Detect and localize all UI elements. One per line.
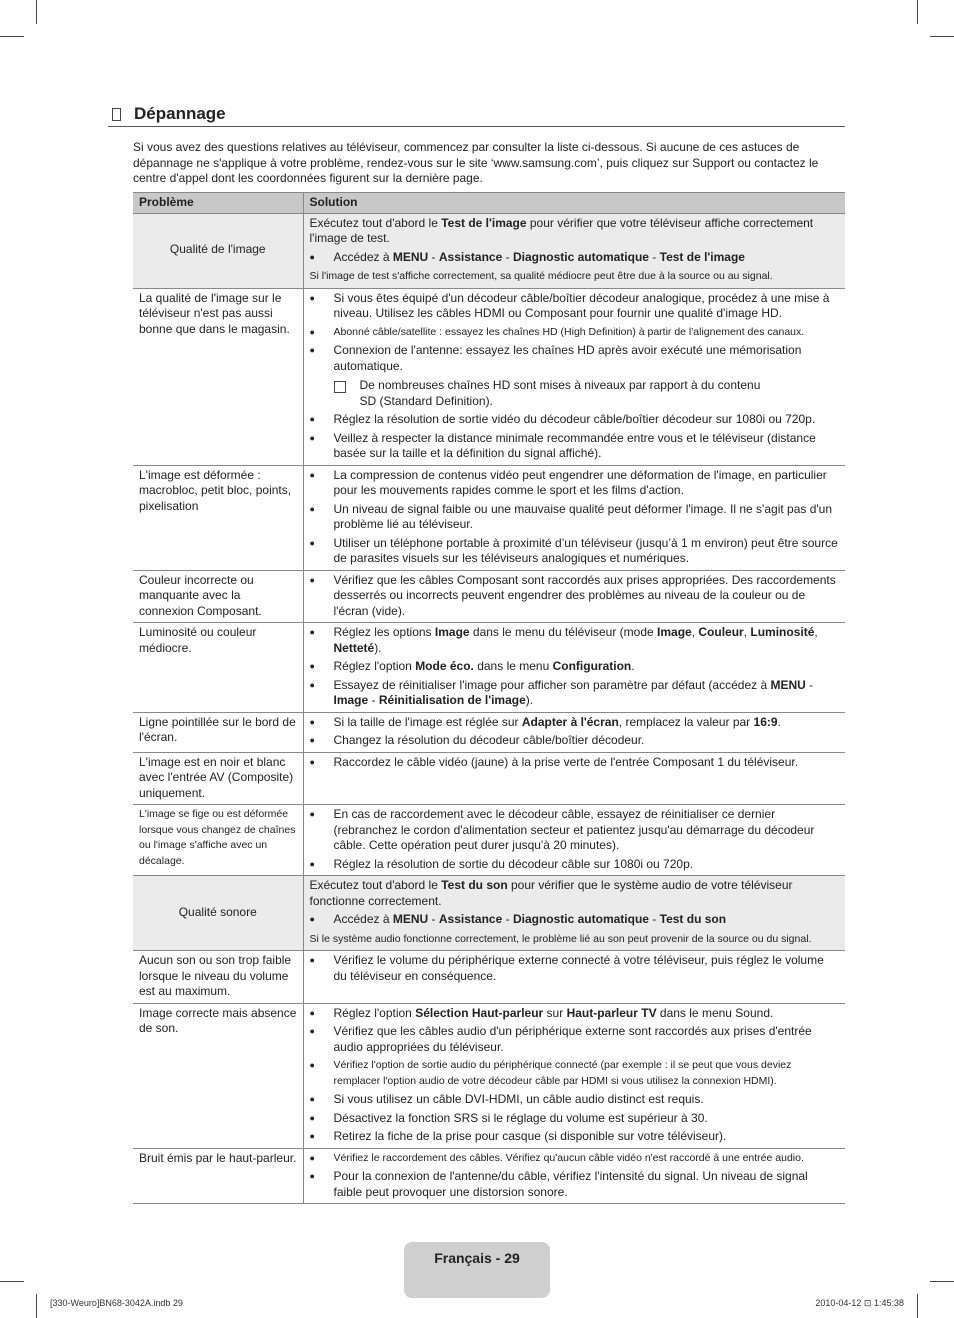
bullet-item: ● Abonné câble/satellite : essayez les chaînes HD (High Definition) à partir de l'alignement des canaux. [310, 325, 840, 341]
crop-mark [0, 1281, 24, 1282]
bullet-icon: ● [309, 414, 315, 424]
bullet-item: ● Réglez la résolution de sortie du décodeur câble sur 1080i ou 720p. [309, 856, 694, 871]
solution-cell [303, 1003, 845, 1148]
table-row [133, 876, 845, 951]
problem-cell: Qualité sonore [133, 876, 303, 951]
bullet-item: ● La compression de contenus vidéo peut engendrer une déformation de l'image, en particulier pour les mouvements rapides comme le sport et les films d'action. [309, 467, 827, 497]
problem-cell: Luminosité ou couleur médiocre. [133, 623, 303, 713]
problem-cell: L'image est déformée : macrobloc, petit bloc, points, pixelisation [133, 465, 303, 570]
bullet-item: ● Réglez les options Image dans le menu du téléviseur (mode Image, Couleur, Luminosité, Netteté). [309, 625, 818, 655]
page-number-tab: Français - 29 [404, 1242, 550, 1298]
bullet-item: ● Réglez l'option Mode éco. dans le menu Configuration. [309, 659, 635, 673]
table-row [133, 288, 845, 465]
problem-cell: L'image se fige ou est déformée lorsque vous changez de chaînes ou l'image s'affiche avec un décalage. [133, 805, 303, 876]
bullet-item: ● Essayez de réinitialiser l'image pour afficher son paramètre par défaut (accédez à MENU - Image - Réinitialisation de l'image). [309, 677, 814, 707]
problem-cell: La qualité de l'image sur le téléviseur n'est pas aussi bonne que dans le magasin. [133, 288, 303, 465]
table-row [133, 570, 845, 623]
solution-cell: Exécutez tout d'abord le Test du son pour vérifier que le système audio de votre téléviseur fonctionne correctement. ● Accédez à MENU - Assistance - Diagnostic automatique - Test du son Si le système audio fonctionne correctement, le problème lié au son peut provenir de la source ou du signal. [303, 876, 845, 951]
solution-cell [303, 623, 845, 713]
bullet-icon: ● [309, 735, 315, 745]
bullet-item: ● Accédez à MENU - Assistance - Diagnostic automatique - Test de l'image [309, 249, 745, 264]
bullet-item: ● Si la taille de l'image est réglée sur Adapter à l'écran, remplacez la valeur par 16:9. [309, 714, 781, 729]
solution-cell: Exécutez tout d'abord le Test de l'image pour vérifier que votre téléviseur affiche correctement l'image de test. ● Accédez à MENU - Assistance - Diagnostic automatique - Test de l'image Si l'image de test s'affiche correctement, sa qualité médiocre peut être due à la source ou au signal. [303, 213, 845, 288]
bullet-item: ● Un niveau de signal faible ou une mauvaise qualité peut déformer l'image. Il ne s'agit pas d'un problème lié au téléviseur. [309, 501, 833, 531]
table-row [133, 752, 845, 805]
column-header-solution: Solution [303, 193, 845, 214]
table-row [133, 465, 845, 570]
crop-mark [0, 36, 24, 37]
troubleshooting-table [133, 192, 845, 1204]
bullet-icon: ● [309, 1131, 315, 1141]
note-icon [334, 381, 346, 393]
solution-cell [303, 712, 845, 752]
bullet-icon: ● [309, 627, 315, 637]
bullet-icon: ● [309, 1060, 315, 1070]
bullet-icon: ● [309, 809, 315, 819]
section-square-icon [112, 108, 121, 121]
bullet-icon: ● [309, 858, 315, 869]
bullet-item: ● Connexion de l'antenne: essayez les chaînes HD après avoir exécuté une mémorisation automatique. [309, 343, 802, 373]
crop-mark [917, 1294, 918, 1318]
bullet-item: ● Changez la résolution du décodeur câble/boîtier décodeur. [309, 733, 645, 747]
bullet-item: ● Réglez l'option Sélection Haut-parleur sur Haut-parleur TV dans le menu Sound. [309, 1005, 774, 1020]
bullet-item: ● Si vous êtes équipé d'un décodeur câble/boîtier décodeur analogique, procédez à une mise à niveau. Utilisez les câbles HDMI ou Composant pour fournir une qualité d'image HD. [309, 290, 830, 320]
bullet-item: ● Accédez à MENU - Assistance - Diagnostic automatique - Test du son [309, 912, 727, 926]
bullet-icon: ● [309, 345, 315, 355]
bullet-icon: ● [309, 326, 315, 337]
crop-mark [36, 1294, 37, 1318]
note-item: De nombreuses chaînes HD sont mises à niveaux par rapport à du contenu SD (Standard Definition). [334, 378, 840, 409]
table-row [133, 805, 845, 876]
bullet-item: ● Vérifiez le raccordement des câbles. Vérifiez qu'aucun câble vidéo n'est raccordé à une entrée audio. [310, 1151, 840, 1167]
bullet-item: ● Vérifiez que les câbles Composant sont raccordés aux prises appropriées. Des raccordements desserrés ou incorrects peuvent engendrer des problèmes au niveau de la couleur ou de l'écran (vide). [309, 572, 836, 618]
bullet-icon: ● [309, 1152, 315, 1163]
bullet-item: ● Vérifiez l'option de sortie audio du périphérique connecté (par exemple : il se peut que vous deviez remplacer l'option audio de votre décodeur câble par HDMI si vous utilisez la connexion HDMI). [310, 1058, 840, 1089]
bullet-icon: ● [309, 292, 315, 303]
bullet-item: ● Vérifiez le volume du périphérique externe connecté à votre téléviseur, puis réglez le volume du téléviseur en conséquence. [309, 953, 824, 983]
bullet-item: ● Réglez la résolution de sortie vidéo du décodeur câble/boîtier décodeur sur 1080i ou 720p. [309, 412, 816, 426]
bullet-icon: ● [309, 1094, 315, 1104]
problem-cell: Bruit émis par le haut-parleur. [133, 1148, 303, 1204]
table-row [133, 712, 845, 752]
table-row [133, 951, 845, 1004]
bullet-icon: ● [309, 537, 315, 548]
bullet-icon: ● [309, 1007, 315, 1018]
solution-cell [303, 288, 845, 465]
table-row [133, 1003, 845, 1148]
solution-cell [303, 465, 845, 570]
file-info: [330-Weuro]BN68-3042A.indb 29 [50, 1298, 183, 1308]
bullet-item: ● Raccordez le câble vidéo (jaune) à la prise verte de l'entrée Composant 1 du téléviseur. [309, 754, 799, 769]
bullet-item: ● Pour la connexion de l'antenne/du câble, vérifiez l'intensité du signal. Un niveau de signal faible peut provoquer une distorsion sonore. [309, 1169, 808, 1199]
bullet-icon: ● [309, 469, 315, 480]
section-heading [108, 104, 845, 127]
bullet-icon: ● [309, 574, 315, 585]
problem-cell: Couleur incorrecte ou manquante avec la connexion Composant. [133, 570, 303, 623]
problem-cell: L'image est en noir et blanc avec l'entrée AV (Composite) uniquement. [133, 752, 303, 805]
bullet-icon: ● [309, 914, 315, 924]
bullet-item: ● Veillez à respecter la distance minimale recommandée entre vous et le téléviseur (distance basée sur la taille et la définition du signal affiché). [309, 430, 816, 460]
bullet-icon: ● [309, 432, 315, 443]
bullet-icon: ● [309, 955, 315, 965]
solution-cell [303, 570, 845, 623]
table-row [133, 1148, 845, 1204]
bullet-icon: ● [309, 679, 315, 690]
print-timestamp: 2010-04-12 ⊡ 1:45:38 [815, 1298, 904, 1308]
bullet-icon: ● [309, 716, 315, 727]
bullet-item: ● Retirez la fiche de la prise pour casque (si disponible sur votre téléviseur). [309, 1129, 727, 1143]
table-header-row [133, 193, 845, 214]
crop-mark [930, 1281, 954, 1282]
solution-cell [303, 805, 845, 876]
bullet-icon: ● [309, 1026, 315, 1036]
bullet-item: ● Si vous utilisez un câble DVI-HDMI, un câble audio distinct est requis. [309, 1092, 704, 1106]
problem-cell: Image correcte mais absence de son. [133, 1003, 303, 1148]
bullet-item: ● En cas de raccordement avec le décodeur câble, essayez de réinitialiser ce dernier (rebranchez le cordon d'alimentation secteur et patientez jusqu'au démarrage du décodeur câble. Cette opération peut durer jusqu'à 20 minutes). [309, 807, 815, 852]
bullet-icon: ● [309, 1171, 315, 1181]
crop-mark [917, 0, 918, 24]
bullet-item: ● Désactivez la fonction SRS si le réglage du volume est supérieur à 30. [309, 1110, 708, 1125]
intro-text: Si vous avez des questions relatives au téléviseur, commencez par consulter la liste ci-dessous. Si aucune de ces astuces de dépannage ne s'applique à votre problème, rendez-vous sur le site ‘www.samsung.com’, puis cliquez sur Support ou contactez le centre d'appel dont les coordonnées figurent sur la dernière page. [133, 140, 819, 185]
table-row [133, 213, 845, 288]
solution-cell [303, 1148, 845, 1204]
bullet-icon: ● [309, 1112, 315, 1123]
crop-mark [930, 36, 954, 37]
problem-cell: Aucun son ou son trop faible lorsque le niveau du volume est au maximum. [133, 951, 303, 1004]
problem-cell: Qualité de l'image [133, 213, 303, 288]
crop-mark [36, 0, 37, 24]
column-header-problem: Problème [133, 193, 303, 214]
solution-cell [303, 752, 845, 805]
bullet-icon: ● [309, 503, 315, 514]
bullet-icon: ● [309, 756, 315, 767]
problem-cell: Ligne pointillée sur le bord de l'écran. [133, 712, 303, 752]
solution-cell [303, 951, 845, 1004]
bullet-icon: ● [309, 661, 315, 671]
table-row [133, 623, 845, 713]
page-title: Dépannage [134, 104, 226, 123]
bullet-icon: ● [309, 251, 315, 262]
bullet-item: ● Utiliser un téléphone portable à proximité d’un téléviseur (jusqu’à 1 m environ) peut être source de parasites visuels sur les téléviseurs analogiques et numériques. [309, 535, 838, 565]
bullet-item: ● Vérifiez que les câbles audio d'un périphérique externe sont raccordés aux prises d'entrée audio appropriées du téléviseur. [309, 1024, 812, 1054]
